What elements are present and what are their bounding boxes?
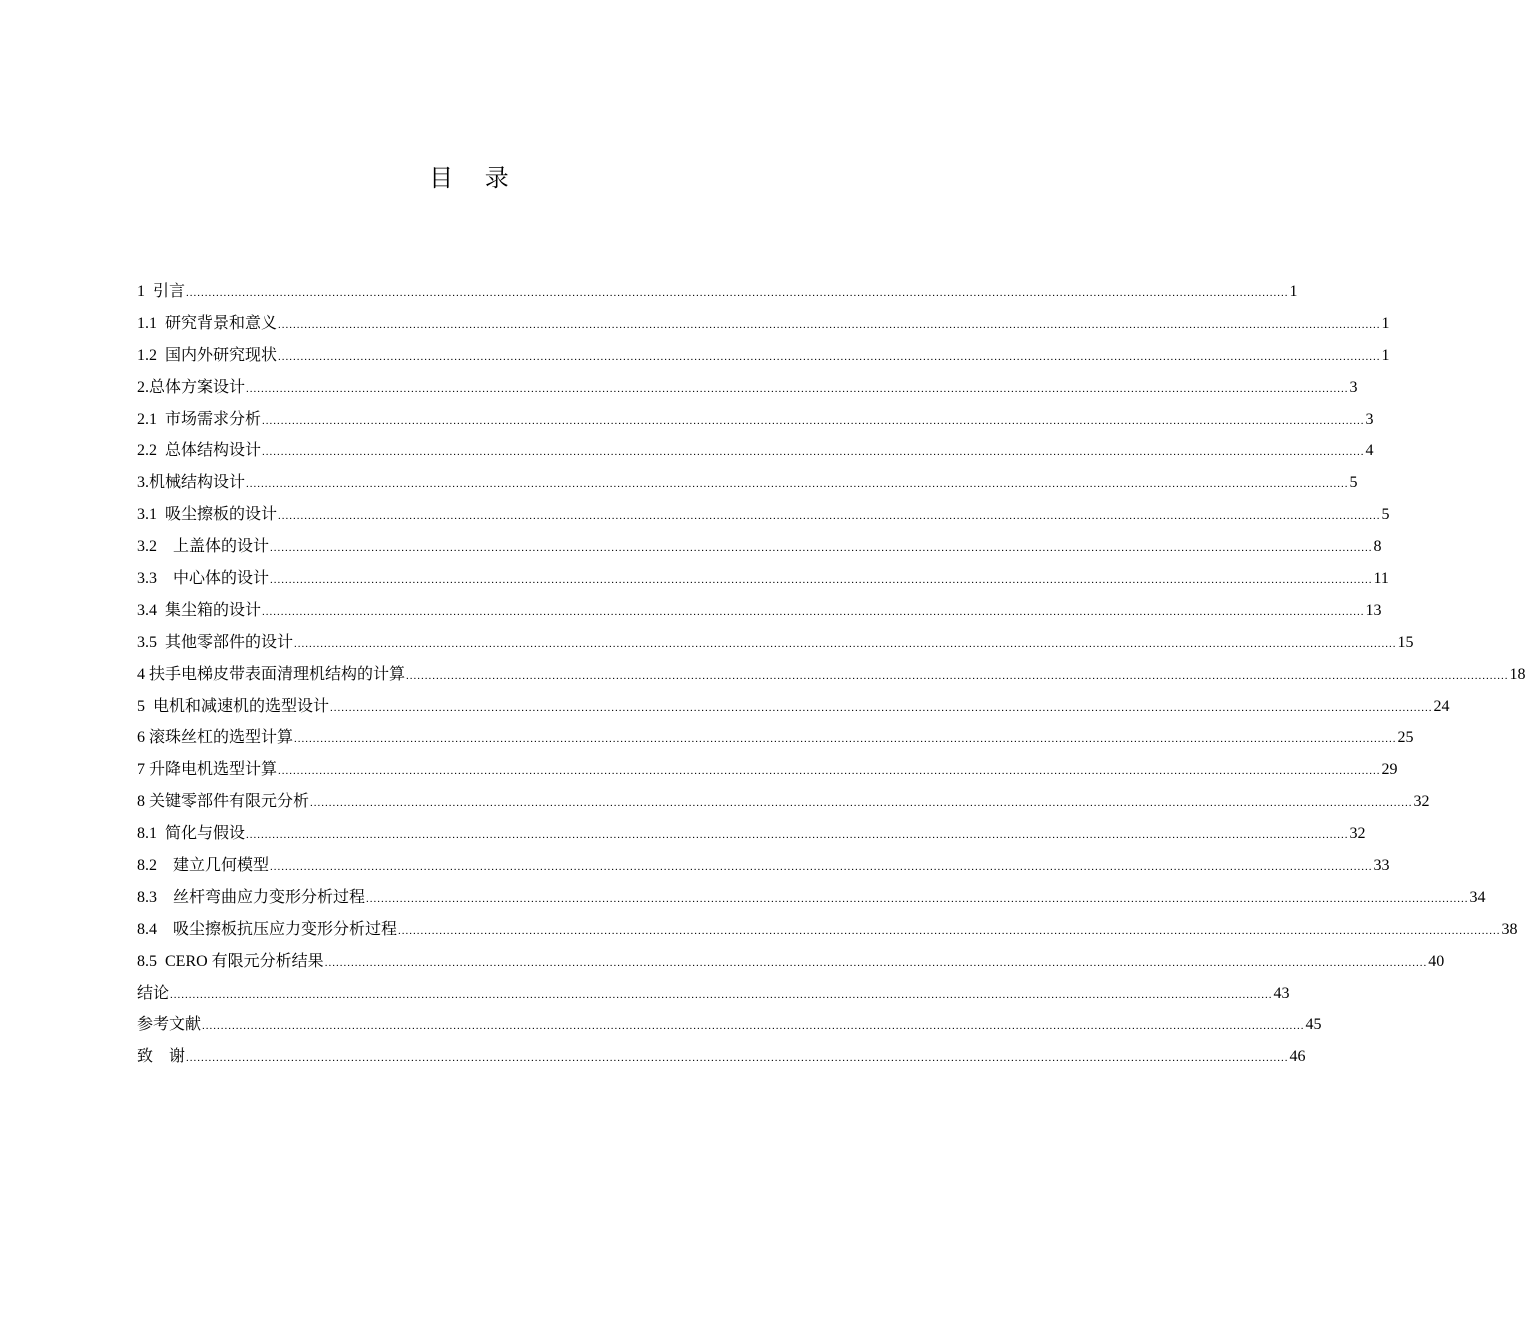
toc-entry-label: 8.4 吸尘擦板抗压应力变形分析过程 — [137, 920, 398, 938]
toc-entry[interactable] — [137, 1041, 1306, 1073]
toc-entry[interactable] — [137, 435, 1374, 467]
toc-entry-page: 40 — [1428, 952, 1445, 970]
toc-entry[interactable] — [137, 786, 1430, 818]
toc-entry-page: 8 — [1373, 538, 1382, 556]
toc-entry[interactable] — [137, 978, 1290, 1010]
toc-entry-page: 38 — [1501, 920, 1518, 938]
toc-title: 目 录 — [429, 164, 521, 192]
toc-entry[interactable] — [137, 372, 1358, 404]
toc-dot-leader: ...................................................................................................................................................................................................................................................................................................... — [270, 542, 1373, 555]
toc-dot-leader: ...................................................................................................................................................................................................................................................................................................... — [270, 574, 1373, 587]
toc-dot-leader: ...................................................................................................................................................................................................................................................................................................... — [246, 829, 1349, 842]
toc-entry-page: 11 — [1373, 570, 1389, 588]
toc-entry-label: 3.5 其他零部件的设计 — [137, 633, 294, 651]
toc-entry[interactable] — [137, 659, 1526, 691]
toc-entry-page: 45 — [1305, 1016, 1322, 1034]
toc-entry-page: 5 — [1349, 474, 1358, 492]
toc-entry[interactable] — [137, 276, 1298, 308]
toc-dot-leader: ...................................................................................................................................................................................................................................................................................................... — [170, 988, 1273, 1001]
toc-entry-page: 1 — [1381, 314, 1390, 332]
toc-entry-label: 2.1 市场需求分析 — [137, 410, 262, 428]
toc-dot-leader: ...................................................................................................................................................................................................................................................................................................... — [330, 701, 1433, 714]
toc-dot-leader: ...................................................................................................................................................................................................................................................................................................... — [278, 318, 1381, 331]
toc-dot-leader: ...................................................................................................................................................................................................................................................................................................... — [406, 669, 1509, 682]
toc-entry-page: 1 — [1381, 346, 1390, 364]
toc-entry-label: 7 升降电机选型计算 — [137, 761, 278, 779]
toc-entry[interactable] — [137, 531, 1382, 563]
toc-dot-leader: ...................................................................................................................................................................................................................................................................................................... — [278, 510, 1381, 523]
toc-entry-label: 8.3 丝杆弯曲应力变形分析过程 — [137, 888, 366, 906]
toc-entry-page: 15 — [1397, 633, 1414, 651]
toc-entry-page: 43 — [1273, 984, 1290, 1002]
toc-entry-label: 8.1 简化与假设 — [137, 825, 246, 843]
toc-dot-leader: ...................................................................................................................................................................................................................................................................................................... — [270, 861, 1373, 874]
toc-entry-page: 32 — [1349, 825, 1366, 843]
toc-dot-leader: ...................................................................................................................................................................................................................................................................................................... — [398, 924, 1501, 937]
toc-dot-leader: ...................................................................................................................................................................................................................................................................................................... — [324, 956, 1428, 969]
toc-entry[interactable] — [137, 818, 1366, 850]
toc-entry-page: 5 — [1381, 506, 1390, 524]
toc-dot-leader: ...................................................................................................................................................................................................................................................................................................... — [262, 446, 1365, 459]
toc-entry-label: 3.3 中心体的设计 — [137, 570, 270, 588]
toc-entry-page: 34 — [1469, 888, 1486, 906]
toc-entry-label: 1 引言 — [137, 283, 186, 300]
toc-entry-label: 结论 — [137, 984, 170, 1002]
toc-entry-label: 8.2 建立几何模型 — [137, 857, 270, 875]
table-of-contents — [137, 276, 1526, 1073]
toc-dot-leader: ...................................................................................................................................................................................................................................................................................................... — [202, 1020, 1305, 1033]
toc-entry-label: 5 电机和减速机的选型设计 — [137, 697, 330, 715]
toc-entry-page: 33 — [1373, 857, 1390, 875]
toc-dot-leader: ...................................................................................................................................................................................................................................................................................................... — [186, 287, 1289, 299]
toc-entry-label: 2.2 总体结构设计 — [137, 442, 262, 460]
toc-entry[interactable] — [137, 1009, 1322, 1041]
toc-entry-page: 24 — [1433, 697, 1450, 715]
toc-entry[interactable] — [137, 467, 1358, 499]
toc-entry-page: 3 — [1365, 410, 1374, 428]
toc-entry-page: 4 — [1365, 442, 1374, 460]
toc-entry-label: 4 扶手电梯皮带表面清理机结构的计算 — [137, 665, 406, 683]
toc-entry-label: 3.4 集尘箱的设计 — [137, 601, 262, 619]
toc-entry[interactable] — [137, 404, 1374, 436]
toc-entry[interactable] — [137, 691, 1450, 723]
toc-entry[interactable] — [137, 722, 1414, 754]
toc-entry[interactable] — [137, 627, 1414, 659]
toc-dot-leader: ...................................................................................................................................................................................................................................................................................................... — [310, 797, 1413, 810]
toc-entry-label: 参考文献 — [137, 1016, 202, 1034]
toc-dot-leader: ...................................................................................................................................................................................................................................................................................................... — [246, 382, 1349, 395]
toc-entry-label: 致 谢 — [137, 1048, 186, 1066]
toc-entry[interactable] — [137, 882, 1486, 914]
toc-entry-label: 3.2 上盖体的设计 — [137, 538, 270, 556]
toc-entry[interactable] — [137, 595, 1382, 627]
toc-entry-page: 29 — [1381, 761, 1398, 779]
toc-entry-label: 3.机械结构设计 — [137, 474, 246, 492]
toc-entry-label: 8.5 CERO 有限元分析结果 — [137, 952, 324, 970]
toc-entry[interactable] — [137, 850, 1390, 882]
toc-entry[interactable] — [137, 754, 1398, 786]
toc-dot-leader: ...................................................................................................................................................................................................................................................................................................... — [186, 1052, 1289, 1065]
toc-entry-label: 1.1 研究背景和意义 — [137, 314, 278, 332]
toc-entry[interactable] — [137, 946, 1445, 978]
toc-entry-page: 32 — [1413, 793, 1430, 811]
toc-entry-label: 3.1 吸尘擦板的设计 — [137, 506, 278, 524]
toc-entry-page: 1 — [1289, 283, 1298, 300]
toc-dot-leader: ...................................................................................................................................................................................................................................................................................................... — [278, 765, 1381, 778]
toc-entry-page: 25 — [1397, 729, 1414, 747]
toc-dot-leader: ...................................................................................................................................................................................................................................................................................................... — [262, 414, 1365, 427]
toc-entry-page: 3 — [1349, 378, 1358, 396]
toc-entry-page: 18 — [1509, 665, 1526, 683]
toc-dot-leader: ...................................................................................................................................................................................................................................................................................................... — [366, 892, 1469, 905]
toc-dot-leader: ...................................................................................................................................................................................................................................................................................................... — [294, 733, 1397, 746]
toc-entry-label: 2.总体方案设计 — [137, 378, 246, 396]
toc-entry-label: 1.2 国内外研究现状 — [137, 346, 278, 364]
toc-entry[interactable] — [137, 563, 1389, 595]
toc-entry[interactable] — [137, 499, 1390, 531]
toc-entry-label: 6 滚珠丝杠的选型计算 — [137, 729, 294, 747]
toc-dot-leader: ...................................................................................................................................................................................................................................................................................................... — [294, 637, 1397, 650]
toc-dot-leader: ...................................................................................................................................................................................................................................................................................................... — [246, 478, 1349, 491]
toc-entry-page: 46 — [1289, 1048, 1306, 1066]
toc-dot-leader: ...................................................................................................................................................................................................................................................................................................... — [262, 605, 1365, 618]
toc-dot-leader: ...................................................................................................................................................................................................................................................................................................... — [278, 350, 1381, 363]
toc-entry[interactable] — [137, 308, 1390, 340]
toc-entry[interactable] — [137, 340, 1390, 372]
toc-entry-page: 13 — [1365, 601, 1382, 619]
toc-entry[interactable] — [137, 914, 1518, 946]
toc-entry-label: 8 关键零部件有限元分析 — [137, 793, 310, 811]
